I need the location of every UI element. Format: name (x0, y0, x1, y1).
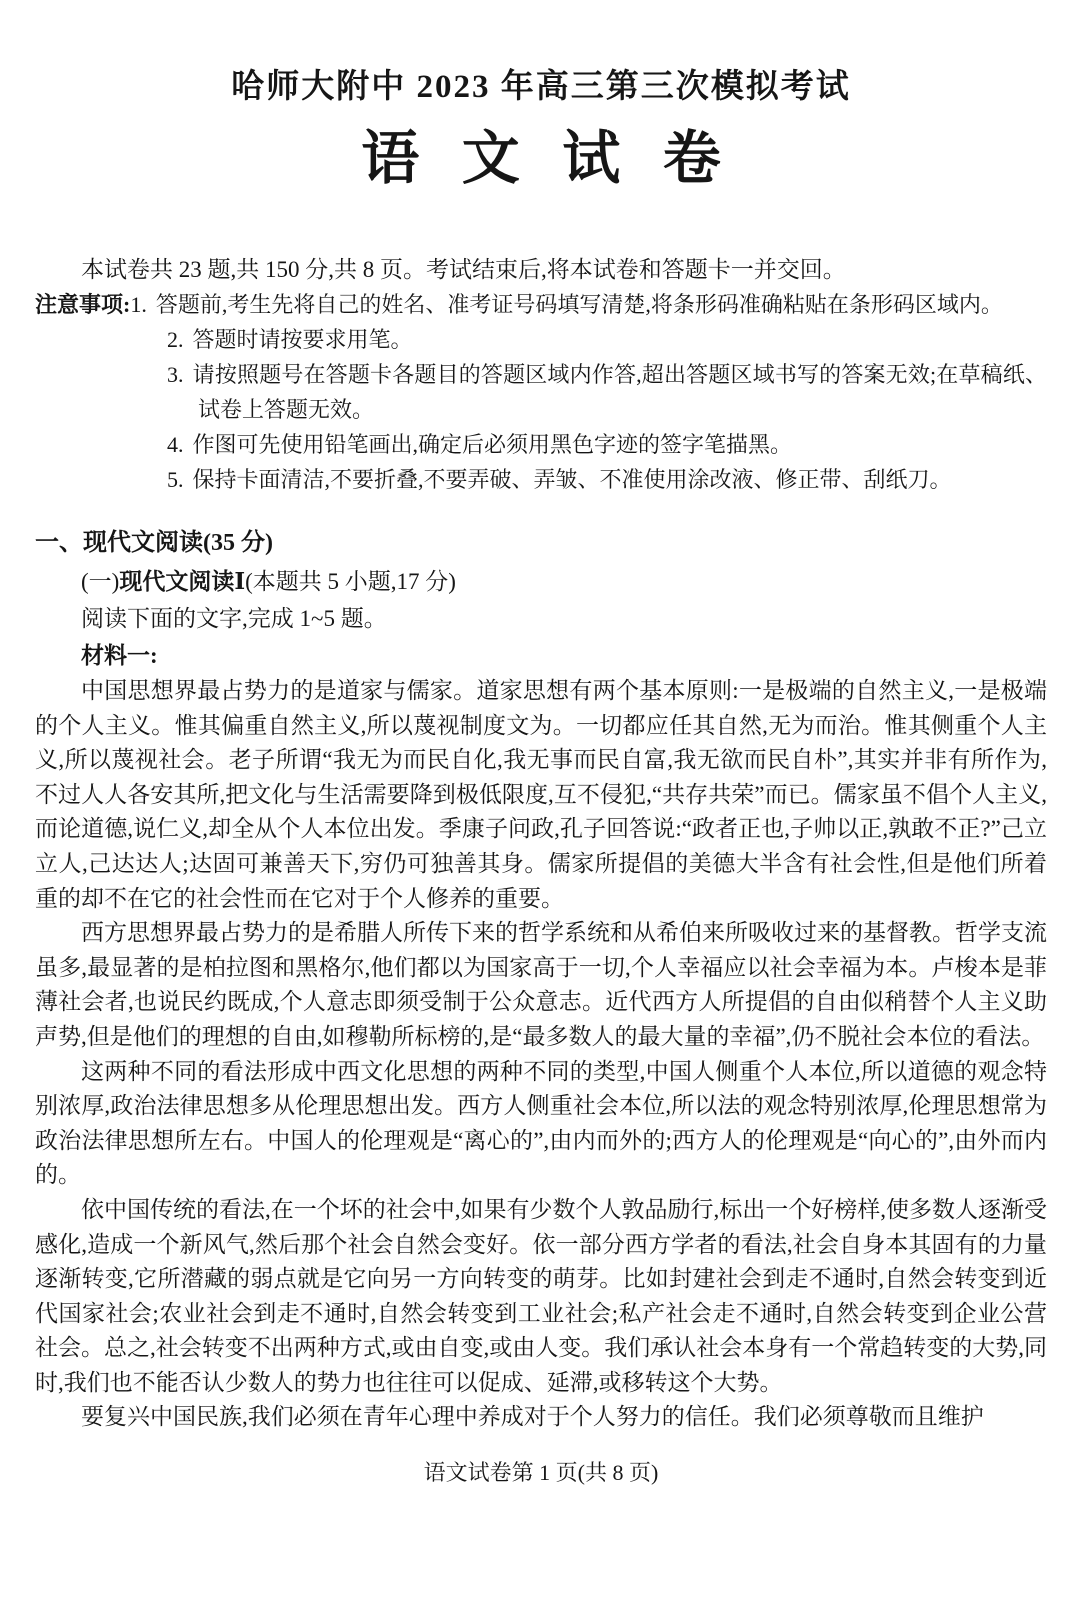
notice-item-text: 保持卡面清洁,不要折叠,不要弄破、弄皱、不准使用涂改液、修正带、刮纸刀。 (192, 467, 952, 492)
reading-instruction: 阅读下面的文字,完成 1~5 题。 (81, 606, 387, 631)
notice-item-text: 请按照题号在答题卡各题目的答题区域内作答,超出答题区域书写的答案无效;在草稿纸、试卷上答题无效。 (192, 362, 1047, 422)
notice-item (35, 427, 1047, 462)
section-heading: 一、现代文阅读(35 分) (35, 530, 273, 556)
notice-item-text: 作图可先使用铅笔画出,确定后必须用黑色字迹的签字笔描黑。 (192, 432, 793, 457)
notice-item-number: 1. (130, 292, 147, 317)
exam-header: 哈师大附中 2023 年高三第三次模拟考试 (231, 69, 851, 105)
notice-item (35, 357, 1047, 427)
notice-item-number: 3. (167, 362, 184, 387)
material-paragraph: 这两种不同的看法形成中西文化思想的两种不同的类型,中国人侧重个人本位,所以道德的观念特别浓厚,政治法律思想多从伦理思想出发。西方人侧重社会本位,所以法的观念特别浓厚,伦理思想常为政治法律思想所左右。中国人的伦理观是“离心的”,由内而外的;西方人的伦理观是“向心的”,由外而内的。 (35, 1058, 1047, 1188)
subsection-number: (一) (81, 569, 120, 594)
subsection-heading (81, 563, 1047, 600)
notice-item (35, 462, 1047, 497)
notice-item (35, 322, 1047, 357)
material-label: 材料一: (81, 643, 158, 668)
notice-item-text: 答题前,考生先将自己的姓名、准考证号码填写清楚,将条形码准确粘贴在条形码区域内。 (155, 292, 1003, 317)
subsection-title: 现代文阅读Ⅰ (119, 569, 246, 594)
notice-item-number: 5. (167, 467, 184, 492)
material-paragraph: 要复兴中国民族,我们必须在青年心理中养成对于个人努力的信任。我们必须尊敬而且维护 (81, 1404, 984, 1430)
page-footer: 语文试卷第 1 页(共 8 页) (423, 1460, 659, 1486)
notice-item (35, 287, 1047, 322)
notice-item-number: 4. (167, 432, 184, 457)
notice-label: 注意事项: (35, 292, 131, 317)
notice-item-number: 2. (167, 327, 184, 352)
material-paragraph: 西方思想界最占势力的是希腊人所传下来的哲学系统和从希伯来所吸收过来的基督教。哲学支流虽多,最显著的是柏拉图和黑格尔,他们都以为国家高于一切,个人幸福应以社会幸福为本。卢梭本是菲薄社会者,也说民约既成,个人意志即须受制于公众意志。近代西方人所提倡的自由似稍替个人主义助声势,但是他们的理想的自由,如穆勒所标榜的,是“最多数人的最大量的幸福”,仍不脱社会本位的看法。 (35, 920, 1047, 1049)
material-paragraph: 依中国传统的看法,在一个坏的社会中,如果有少数个人敦品励行,标出一个好榜样,使多数人逐渐受感化,造成一个新风气,然后那个社会自然会变好。依一部分西方学者的看法,社会自身本其固有的力量逐渐转变,它所潜藏的弱点就是它向另一方向转变的萌芽。比如封建社会到走不通时,自然会转变到近代国家社会;农业社会到走不通时,自然会转变到工业社会;私产社会走不通时,自然会转变到企业公营社会。总之,社会转变不出两种方式,或由自变,或由人变。我们承认社会本身有一个常趋转变的大势,同时,我们也不能否认少数人的势力也往往可以促成、延滞,或移转这个大势。 (35, 1196, 1047, 1395)
notice-section (35, 287, 1047, 497)
exam-intro: 本试卷共 23 题,共 150 分,共 8 页。考试结束后,将本试卷和答题卡一并交回。 (81, 257, 846, 282)
subsection-info: (本题共 5 小题,17 分) (245, 569, 456, 594)
page-title: 语 文 试 卷 (361, 126, 735, 191)
notice-item-text: 答题时请按要求用笔。 (192, 327, 413, 352)
material-paragraph: 中国思想界最占势力的是道家与儒家。道家思想有两个基本原则:一是极端的自然主义,一是极端的个人主义。惟其偏重自然主义,所以蔑视制度文为。一切都应任其自然,无为而治。惟其侧重个人主义,所以蔑视社会。老子所谓“我无为而民自化,我无事而民自富,我无欲而民自朴”,其实并非有所作为,不过人人各安其所,把文化与生活需要降到极低限度,互不侵犯,“共存共荣”而已。儒家虽不倡个人主义,而论道德,说仁义,却全从个人本位出发。季康子问政,孔子回答说:“政者正也,子帅以正,孰敢不正?”己立立人,己达达人;达固可兼善天下,穷仍可独善其身。儒家所提倡的美德大半含有社会性,但是他们所着重的却不在它的社会性而在它对于个人修养的重要。 (35, 678, 1047, 911)
